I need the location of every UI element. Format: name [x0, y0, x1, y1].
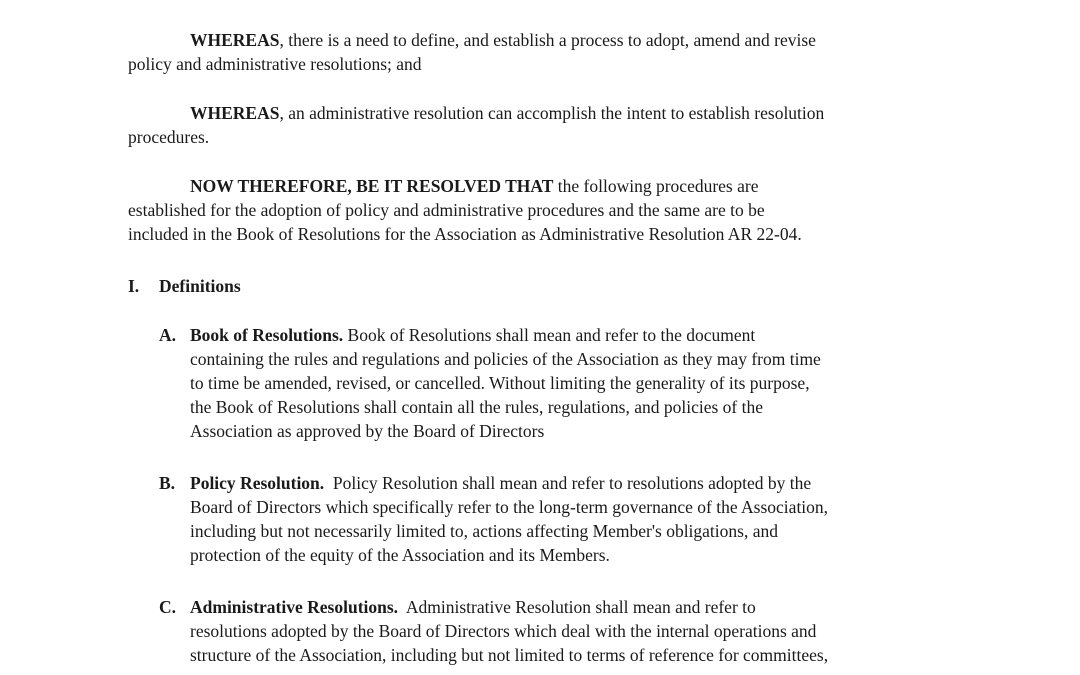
whereas-text: , there is a need to define, and establish a process to adopt, amend and revise	[279, 30, 816, 50]
definition-line: Policy Resolution. Policy Resolution shall mean and refer to resolutions adopted by the	[190, 473, 812, 493]
definition-line: containing the rules and regulations and policies of the Association as they may from time	[190, 349, 821, 369]
definition-line: to time be amended, revised, or cancelled. Without limiting the generality of its purpose,	[190, 373, 810, 393]
definition-line: Administrative Resolutions. Administrative Resolution shall mean and refer to	[190, 597, 756, 617]
definition-line: protection of the equity of the Association and its Members.	[190, 545, 610, 565]
definition-line: Association as approved by the Board of Directors	[190, 421, 545, 441]
definition-term: Policy Resolution.	[190, 473, 325, 493]
whereas-paragraph-1-line-2: policy and administrative resolutions; and	[128, 54, 422, 74]
definition-term: Administrative Resolutions.	[190, 597, 399, 617]
whereas-text: , an administrative resolution can accomplish the intent to establish resolution	[279, 103, 825, 123]
section-title: Definitions	[159, 276, 241, 296]
definition-letter: A.	[159, 325, 177, 345]
resolved-text: the following procedures are	[553, 176, 759, 196]
definition-line: Book of Resolutions. Book of Resolutions shall mean and refer to the document	[190, 325, 756, 345]
definition-line: including but not necessarily limited to, actions affecting Member's obligations, and	[190, 521, 778, 541]
definition-term: Book of Resolutions.	[190, 325, 344, 345]
definition-line: resolutions adopted by the Board of Directors which deal with the internal operations and	[190, 621, 817, 641]
definition-line: structure of the Association, including but not limited to terms of reference for committees,	[190, 645, 829, 665]
definition-line: the Book of Resolutions shall contain all the rules, regulations, and policies of the	[190, 397, 764, 417]
resolved-keyword: NOW THEREFORE, BE IT RESOLVED THAT	[190, 176, 554, 196]
definition-letter: C.	[159, 597, 177, 617]
section-number: I.	[128, 276, 140, 296]
whereas-paragraph-2-line-1	[190, 101, 824, 125]
definition-line: Board of Directors which specifically refer to the long-term governance of the Association,	[190, 497, 829, 517]
resolved-paragraph-line-2: established for the adoption of policy and administrative procedures and the same are to be	[128, 200, 765, 220]
resolved-paragraph-line-3: included in the Book of Resolutions for the Association as Administrative Resolution AR 22-04.	[128, 224, 802, 244]
whereas-paragraph-2-line-2: procedures.	[128, 127, 210, 147]
whereas-paragraph-1-line-1	[190, 28, 816, 52]
whereas-keyword: WHEREAS	[190, 30, 280, 50]
whereas-keyword: WHEREAS	[190, 103, 280, 123]
resolved-paragraph-line-1	[190, 174, 758, 198]
definition-letter: B.	[159, 473, 176, 493]
